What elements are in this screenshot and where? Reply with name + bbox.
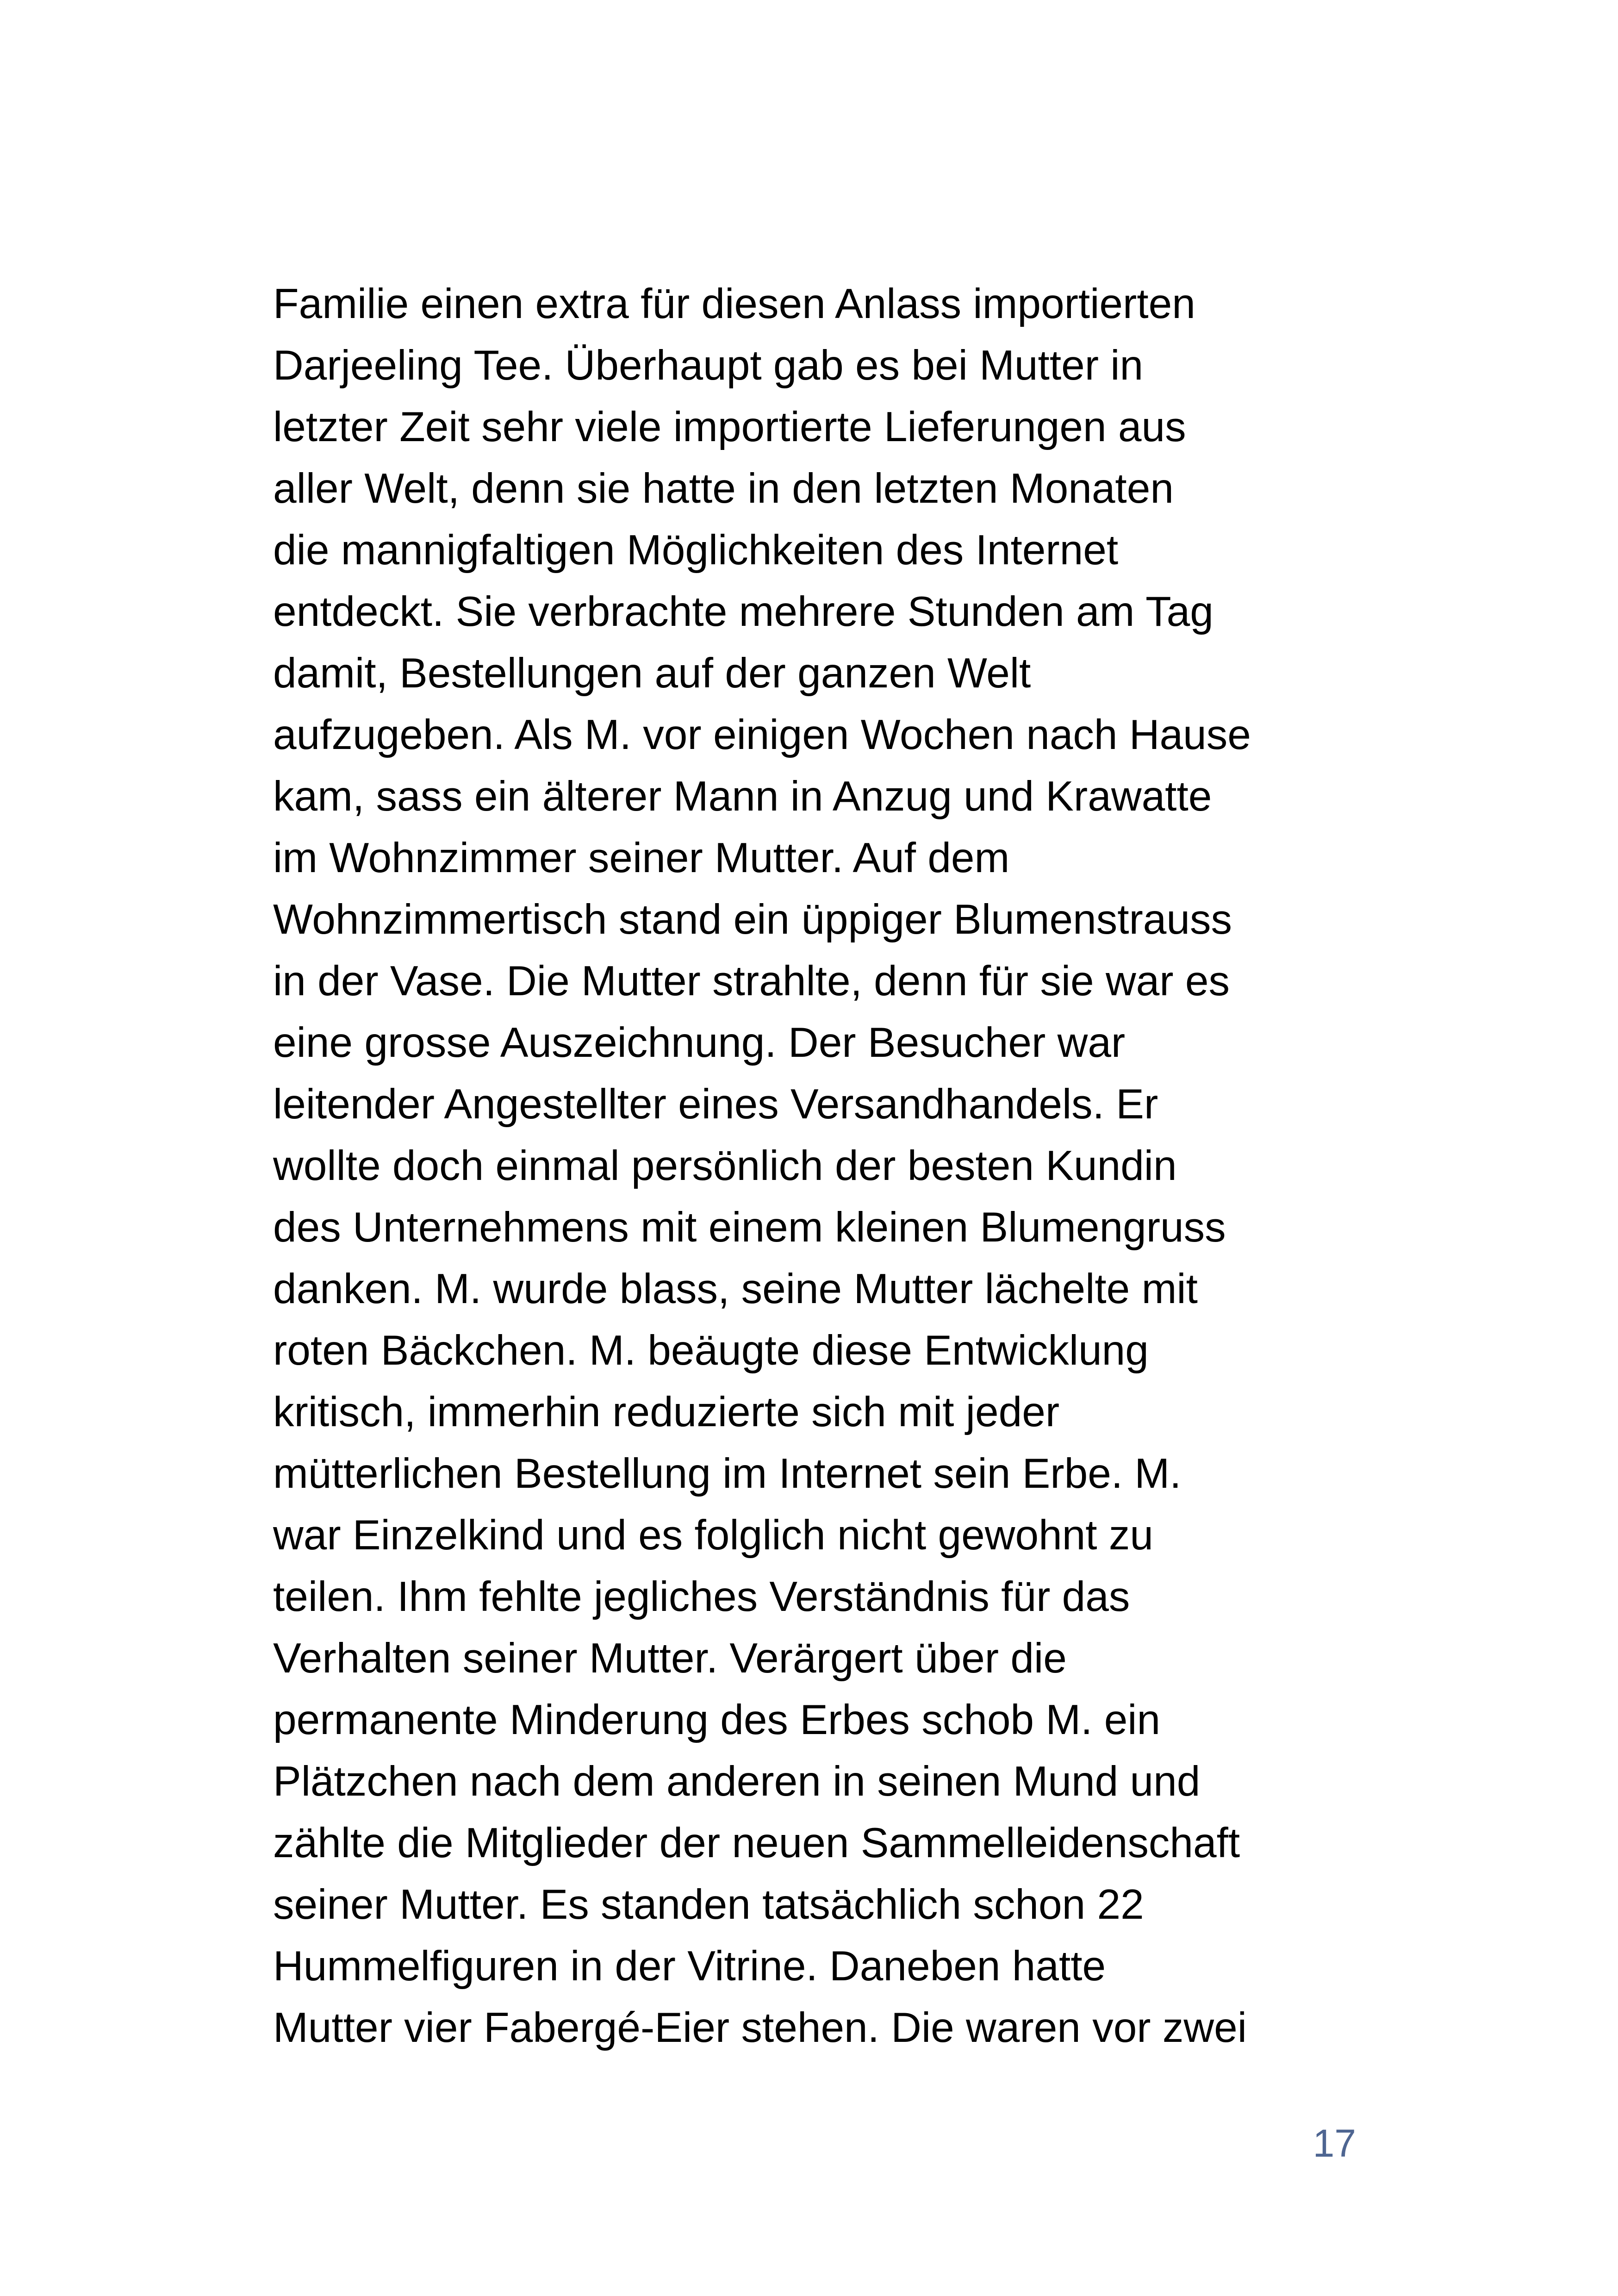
page-number: 17 xyxy=(1313,2121,1356,2165)
text-line: Verhalten seiner Mutter. Verärgert über die xyxy=(273,1635,1067,1682)
text-line: seiner Mutter. Es standen tatsächlich schon 22 xyxy=(273,1881,1144,1928)
text-line: kritisch, immerhin reduzierte sich mit jeder xyxy=(273,1389,1060,1435)
text-line: war Einzelkind und es folglich nicht gewohnt zu xyxy=(273,1512,1153,1559)
text-line: mütterlichen Bestellung im Internet sein Erbe. M. xyxy=(273,1450,1182,1497)
text-line: Familie einen extra für diesen Anlass importierten xyxy=(273,281,1195,327)
text-line: danken. M. wurde blass, seine Mutter lächelte mit xyxy=(273,1266,1198,1312)
text-line: des Unternehmens mit einem kleinen Blumengruss xyxy=(273,1204,1226,1251)
text-line: kam, sass ein älterer Mann in Anzug und Krawatte xyxy=(273,773,1212,820)
text-line: im Wohnzimmer seiner Mutter. Auf dem xyxy=(273,835,1010,881)
text-line: Wohnzimmertisch stand ein üppiger Blumenstrauss xyxy=(273,896,1232,943)
text-line: permanente Minderung des Erbes schob M. ein xyxy=(273,1697,1161,1743)
text-line: letzter Zeit sehr viele importierte Lieferungen aus xyxy=(273,404,1186,450)
text-line: aller Welt, denn sie hatte in den letzten Monaten xyxy=(273,465,1174,512)
text-line: Hummelfiguren in der Vitrine. Daneben hatte xyxy=(273,1943,1106,1990)
text-line: teilen. Ihm fehlte jegliches Verständnis für das xyxy=(273,1573,1130,1620)
text-line: die mannigfaltigen Möglichkeiten des Internet xyxy=(273,527,1119,574)
text-line: wollte doch einmal persönlich der besten Kundin xyxy=(273,1142,1177,1189)
text-line: in der Vase. Die Mutter strahlte, denn für sie war es xyxy=(273,958,1230,1004)
text-line: damit, Bestellungen auf der ganzen Welt xyxy=(273,650,1031,697)
text-line: Mutter vier Fabergé-Eier stehen. Die waren vor zwei xyxy=(273,2004,1247,2051)
text-line: aufzugeben. Als M. vor einigen Wochen nach Hause xyxy=(273,711,1251,758)
text-line: Darjeeling Tee. Überhaupt gab es bei Mutter in xyxy=(273,342,1144,389)
text-line: eine grosse Auszeichnung. Der Besucher war xyxy=(273,1019,1126,1066)
body-text xyxy=(273,273,1384,2059)
text-line: Plätzchen nach dem anderen in seinen Mund und xyxy=(273,1758,1201,1805)
text-line: leitender Angestellter eines Versandhandels. Er xyxy=(273,1081,1158,1128)
text-line: zählte die Mitglieder der neuen Sammelleidenschaft xyxy=(273,1820,1240,1866)
text-line: roten Bäckchen. M. beäugte diese Entwicklung xyxy=(273,1327,1149,1374)
text-line: entdeckt. Sie verbrachte mehrere Stunden am Tag xyxy=(273,588,1214,635)
